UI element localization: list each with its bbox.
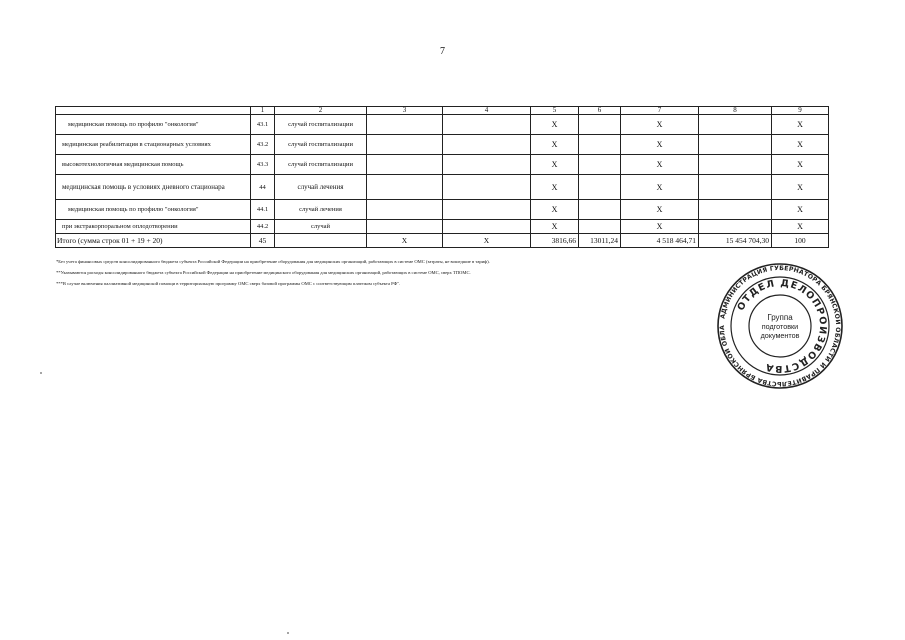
col-header-2: 2 — [275, 107, 367, 115]
row-code: 44 — [251, 175, 275, 200]
stamp-center-line-2: подготовки — [761, 322, 799, 331]
total-col6: 13011,24 — [579, 234, 621, 248]
table-row — [56, 175, 829, 200]
row-col4 — [443, 155, 531, 175]
row-col3 — [367, 200, 443, 220]
stamp-mid-text: ОТДЕЛ ДЕЛОПРОИЗВОДСТВА — [735, 277, 829, 375]
row-col5: X — [531, 200, 579, 220]
stamp-outer-text: АДМИНИСТРАЦИЯ ГУБЕРНАТОРА БРЯНСКОЙ ОБЛАСТИ И ПРАВИТЕЛЬСТВА БРЯНСКОЙ ОБЛА — [718, 264, 842, 388]
row-unit: случай госпитализации — [275, 115, 367, 135]
row-code: 43.2 — [251, 135, 275, 155]
table-row — [56, 135, 829, 155]
table-row — [56, 155, 829, 175]
row-name: при экстракорпоральном оплодотворении — [56, 220, 251, 234]
table-body — [56, 107, 829, 248]
row-code: 43.3 — [251, 155, 275, 175]
row-col7: X — [621, 115, 699, 135]
row-col3 — [367, 155, 443, 175]
row-name: медицинская помощь в условиях дневного стационара — [56, 175, 251, 200]
stamp-center-line-1: Группа — [767, 313, 793, 322]
expense-table — [55, 106, 829, 248]
row-code: 44.1 — [251, 200, 275, 220]
row-col9: X — [772, 115, 829, 135]
scan-speck — [40, 372, 42, 374]
total-col3: X — [367, 234, 443, 248]
col-header-4: 4 — [443, 107, 531, 115]
col-header-1: 1 — [251, 107, 275, 115]
footnote-2: **Указываются расходы консолидированного бюджета субъекта Российской Федерации на приобретение медицинского оборудования для медицинских организаций, работающих в системе ОМС, сверх ТПОМС. — [56, 270, 471, 275]
row-col6 — [579, 155, 621, 175]
row-col3 — [367, 175, 443, 200]
row-col8 — [699, 200, 772, 220]
row-unit: случай госпитализации — [275, 135, 367, 155]
row-col6 — [579, 115, 621, 135]
footnotes — [56, 256, 756, 289]
total-col4: X — [443, 234, 531, 248]
row-col3 — [367, 135, 443, 155]
col-header-0 — [56, 107, 251, 115]
row-col4 — [443, 175, 531, 200]
row-code: 44.2 — [251, 220, 275, 234]
row-col4 — [443, 220, 531, 234]
row-col5: X — [531, 220, 579, 234]
total-code: 45 — [251, 234, 275, 248]
total-col8: 15 454 704,30 — [699, 234, 772, 248]
row-col4 — [443, 115, 531, 135]
row-name: медицинская помощь по профилю "онкология" — [56, 115, 251, 135]
row-name: медицинская реабилитация в стационарных условиях — [56, 135, 251, 155]
row-col7: X — [621, 155, 699, 175]
row-col5: X — [531, 175, 579, 200]
total-name: Итого (сумма строк 01 + 19 + 20) — [56, 234, 251, 248]
row-col9: X — [772, 200, 829, 220]
row-code: 43.1 — [251, 115, 275, 135]
row-col3 — [367, 115, 443, 135]
row-col9: X — [772, 175, 829, 200]
row-col8 — [699, 115, 772, 135]
row-col8 — [699, 135, 772, 155]
total-col9: 100 — [772, 234, 829, 248]
row-col5: X — [531, 115, 579, 135]
row-col6 — [579, 135, 621, 155]
row-col9: X — [772, 220, 829, 234]
total-unit — [275, 234, 367, 248]
row-unit: случай — [275, 220, 367, 234]
page-number: 7 — [440, 46, 445, 57]
col-header-7: 7 — [621, 107, 699, 115]
footnote-1: *Без учета финансовых средств консолидированного бюджета субъекта Российской Федерации на приобретение оборудования для медицинских организаций, работающих в системе ОМС (затраты, не вошедшие в тариф). — [56, 259, 490, 264]
row-col5: X — [531, 155, 579, 175]
row-col3 — [367, 220, 443, 234]
stamp-center-line-3: документов — [760, 331, 800, 340]
row-col6 — [579, 200, 621, 220]
row-unit: случай лечения — [275, 175, 367, 200]
footnote-3: ***В случае включения паллиативной медицинской помощи в территориальную программу ОМС сверх базовой программы ОМС с соответствующим платежом субъекта РФ". — [56, 281, 401, 286]
row-col9: X — [772, 135, 829, 155]
office-stamp — [716, 262, 844, 390]
row-col4 — [443, 135, 531, 155]
row-col9: X — [772, 155, 829, 175]
row-col8 — [699, 155, 772, 175]
row-name: медицинская помощь по профилю "онкология" — [56, 200, 251, 220]
total-row — [56, 234, 829, 248]
row-col6 — [579, 175, 621, 200]
table-row — [56, 115, 829, 135]
row-name: высокотехнологичная медицинская помощь — [56, 155, 251, 175]
col-header-5: 5 — [531, 107, 579, 115]
row-col7: X — [621, 175, 699, 200]
row-col8 — [699, 220, 772, 234]
row-col8 — [699, 175, 772, 200]
total-col7: 4 518 464,71 — [621, 234, 699, 248]
row-col7: X — [621, 200, 699, 220]
col-header-9: 9 — [772, 107, 829, 115]
scan-speck — [287, 632, 289, 634]
row-col4 — [443, 200, 531, 220]
column-number-row — [56, 107, 829, 115]
stamp-seal-icon — [716, 262, 844, 390]
total-col5: 3816,66 — [531, 234, 579, 248]
row-col7: X — [621, 220, 699, 234]
row-unit: случай госпитализации — [275, 155, 367, 175]
col-header-6: 6 — [579, 107, 621, 115]
row-unit: случай лечения — [275, 200, 367, 220]
table-row — [56, 220, 829, 234]
row-col7: X — [621, 135, 699, 155]
row-col6 — [579, 220, 621, 234]
col-header-3: 3 — [367, 107, 443, 115]
col-header-8: 8 — [699, 107, 772, 115]
row-col5: X — [531, 135, 579, 155]
table-row — [56, 200, 829, 220]
